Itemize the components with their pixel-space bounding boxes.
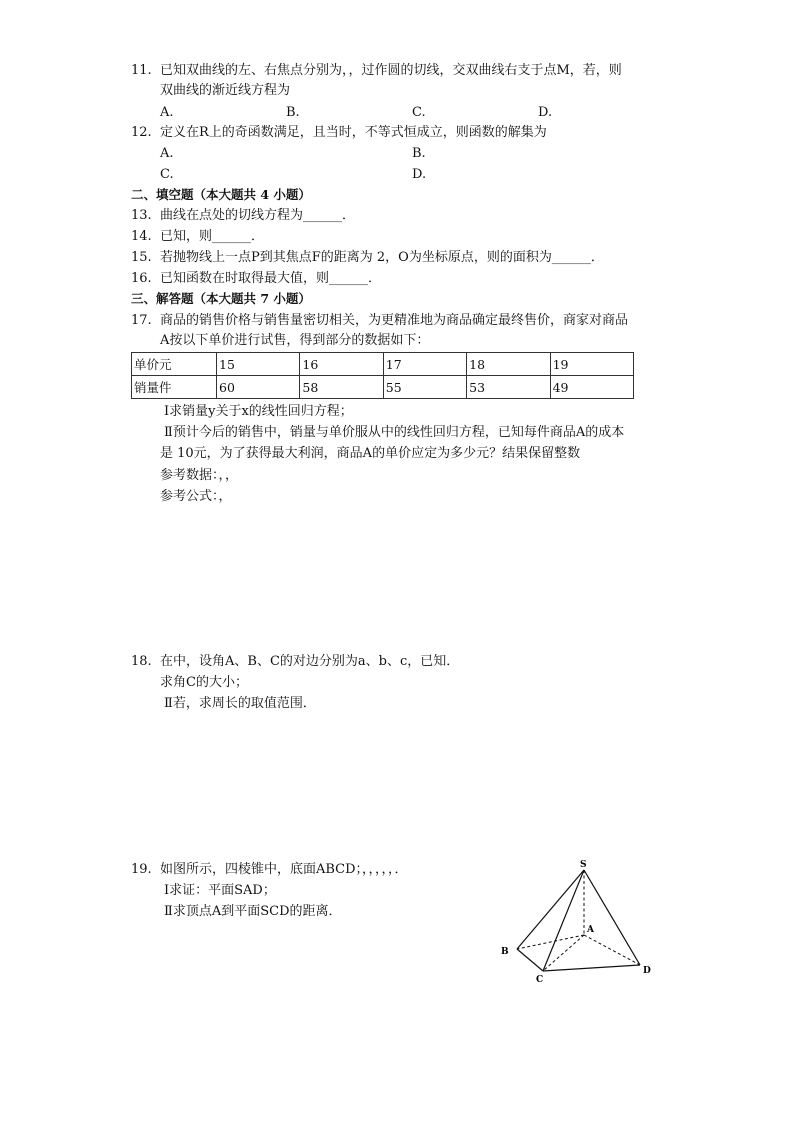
vertex-label-a: A xyxy=(587,925,594,935)
q11-option-a: A. xyxy=(160,105,174,120)
q17-number: 17. xyxy=(131,313,152,328)
edge-sb xyxy=(517,870,584,949)
edge-cd xyxy=(543,965,640,971)
table-cell: 19 xyxy=(550,353,633,376)
q11-option-d: D. xyxy=(538,105,553,120)
q12-option-a: A. xyxy=(160,146,174,161)
q18-part1: 求角C的大小； xyxy=(160,675,248,690)
q19-number: 19. xyxy=(131,862,152,877)
edge-sc xyxy=(543,870,584,971)
table-cell: 18 xyxy=(467,353,550,376)
q13-text: 曲线在点处的切线方程为______． xyxy=(160,208,356,223)
q15-number: 15. xyxy=(131,250,152,265)
q18-number: 18. xyxy=(131,654,152,669)
table-cell: 53 xyxy=(467,376,550,399)
table-cell: 58 xyxy=(300,376,383,399)
q17-data-table xyxy=(131,352,634,399)
q17-reference-data: 参考数据：，， xyxy=(160,468,239,483)
vertex-label-c: C xyxy=(536,975,544,984)
q12-number: 12. xyxy=(131,125,152,140)
table-cell: 17 xyxy=(383,353,466,376)
q19-part2: Ⅱ求顶点A到平面SCD的距离． xyxy=(164,904,342,919)
vertex-label-d: D xyxy=(643,966,651,976)
q11-stem-line1: 已知双曲线的左、右焦点分别为，，过作圆的切线，交双曲线右支于点M，若，则 xyxy=(160,63,622,78)
q12-option-d: D. xyxy=(412,167,427,182)
q17-part1: Ⅰ求销量y关于x的线性回归方程； xyxy=(164,404,353,419)
section-fill-in-title: 二、填空题（本大题共 4 小题） xyxy=(131,187,311,202)
vertex-label-b: B xyxy=(501,947,509,957)
vertex-label-s: S xyxy=(580,860,587,870)
q15-text: 若抛物线上一点P到其焦点F的距离为 2，O为坐标原点，则的面积为______． xyxy=(160,250,604,265)
table-cell: 60 xyxy=(217,376,300,399)
q11-option-c: C. xyxy=(412,105,426,120)
q17-part2-line2: 是 10元，为了获得最大利润，商品A的单价应定为多少元？结果保留整数 xyxy=(160,446,581,461)
q17-stem-line2: A按以下单价进行试售，得到部分的数据如下： xyxy=(160,333,430,348)
table-cell: 16 xyxy=(300,353,383,376)
table-cell: 49 xyxy=(550,376,633,399)
edge-ac xyxy=(543,935,584,971)
table-row xyxy=(132,376,634,399)
q17-reference-formula: 参考公式：， xyxy=(160,489,232,504)
q13-number: 13. xyxy=(131,208,152,223)
q18-stem: 在中，设角A、B、C的对边分别为a、b、c，已知． xyxy=(160,654,460,669)
q12-option-b: B. xyxy=(412,146,426,161)
q19-stem: 如图所示，四棱锥中，底面ABCD；，，，，，． xyxy=(160,862,408,877)
table-cell: 55 xyxy=(383,376,466,399)
pyramid-figure xyxy=(496,858,676,984)
table-cell: 15 xyxy=(217,353,300,376)
q11-option-b: B. xyxy=(286,105,300,120)
q11-number: 11. xyxy=(131,63,152,78)
table-row xyxy=(132,353,634,376)
q18-part2: Ⅱ若，求周长的取值范围． xyxy=(164,696,316,711)
q12-option-c: C. xyxy=(160,167,174,182)
edge-sd xyxy=(584,870,640,965)
q14-text: 已知，则______． xyxy=(160,229,265,244)
q17-part2-line1: Ⅱ预计今后的销售中，销量与单价服从中的线性回归方程，已知每件商品A的成本 xyxy=(164,425,625,440)
table-cell: 销量件 xyxy=(132,376,217,399)
section-solutions-title: 三、解答题（本大题共 7 小题） xyxy=(131,291,311,306)
q12-stem: 定义在R上的奇函数满足，且当时，不等式恒成立，则函数的解集为 xyxy=(160,125,547,140)
q16-text: 已知函数在时取得最大值，则______． xyxy=(160,271,382,286)
q11-stem-line2: 双曲线的渐近线方程为 xyxy=(160,83,291,98)
q14-number: 14. xyxy=(131,229,152,244)
q17-stem-line1: 商品的销售价格与销售量密切相关，为更精准地为商品确定最终售价，商家对商品 xyxy=(160,313,629,328)
q16-number: 16. xyxy=(131,271,152,286)
q19-part1: Ⅰ求证：平面SAD； xyxy=(164,883,276,898)
edge-bc xyxy=(517,949,543,971)
table-cell: 单价元 xyxy=(132,353,217,376)
